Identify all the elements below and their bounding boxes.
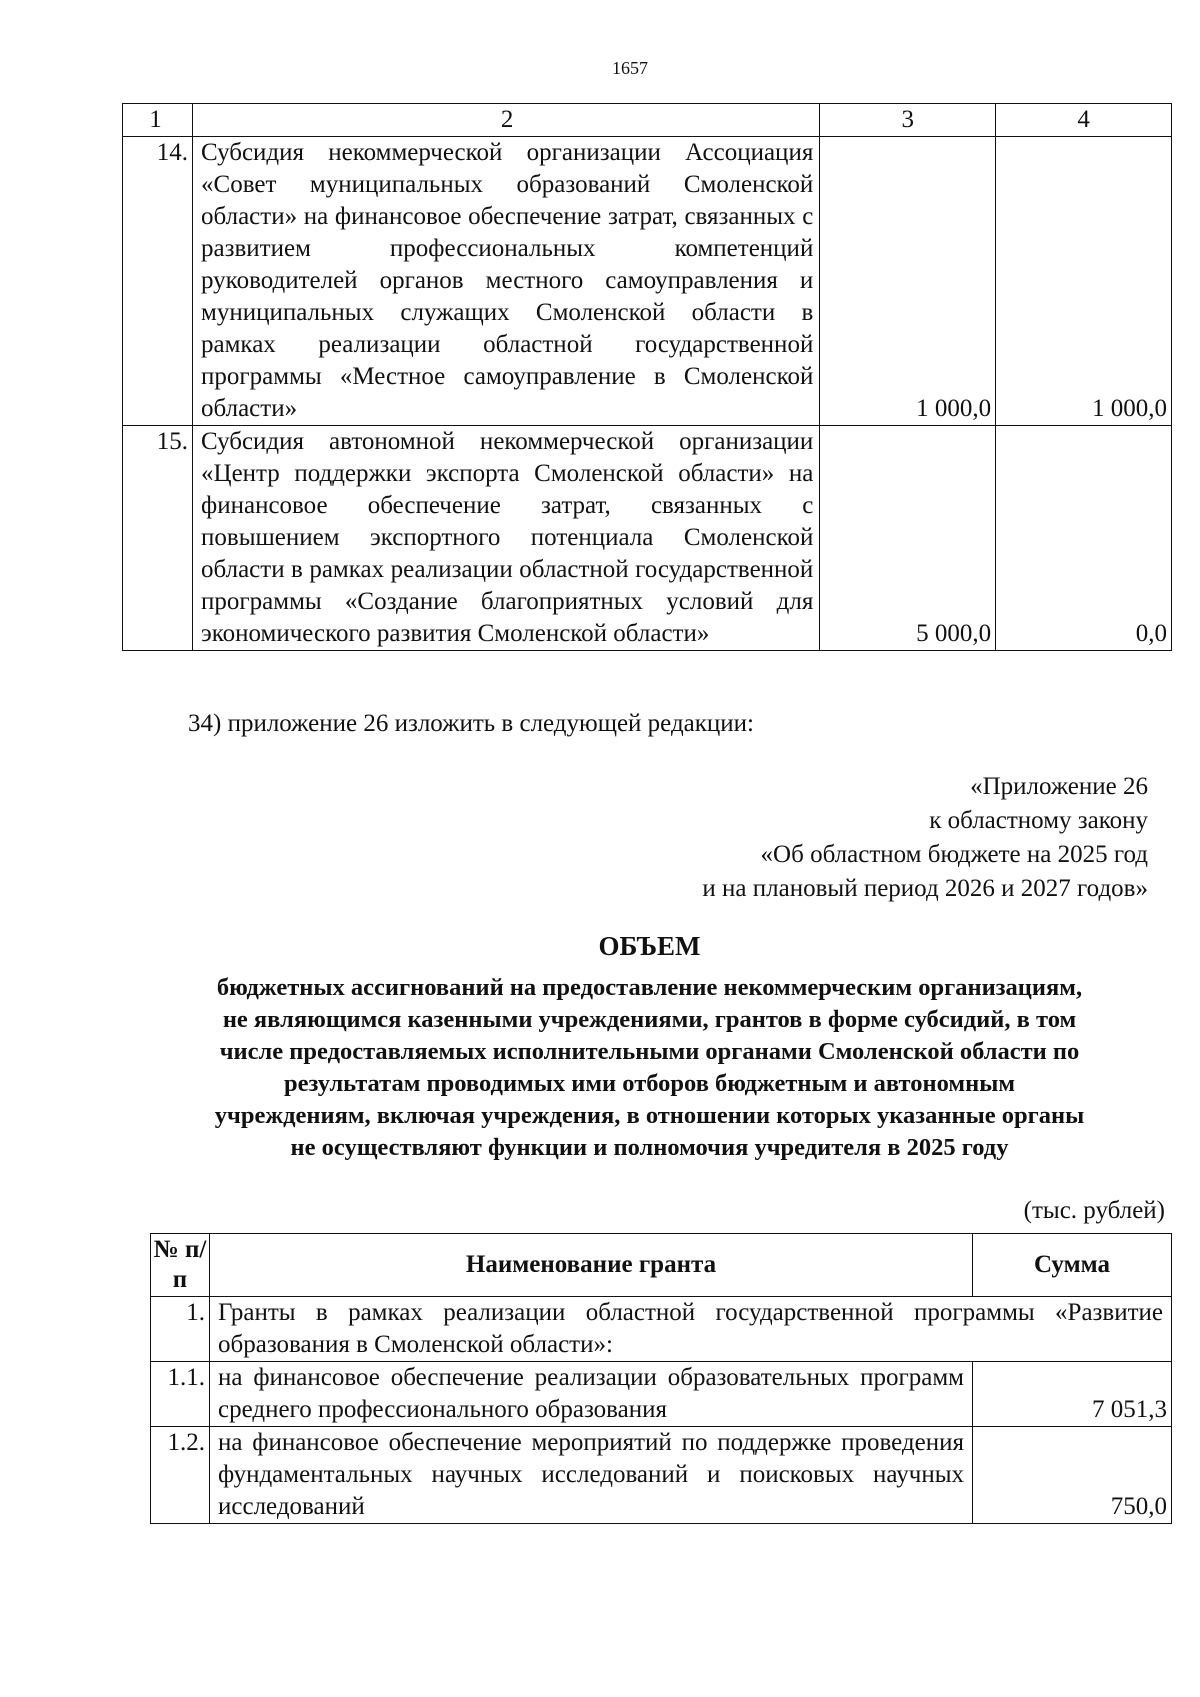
row-number: 1.2.: [151, 1427, 210, 1524]
table-row: [151, 1297, 1172, 1362]
row-value-col3: 1 000,0: [820, 137, 996, 426]
header-number: № п/п: [151, 1234, 210, 1297]
row-text: Субсидия некоммерческой организации Ассоциация «Совет муниципальных образований Смоленской области» на финансовое обеспечение затрат, связанных с развитием профессиональных компетенций руководителей органов местного самоуправления и муниципальных служащих Смоленской области в рамках реализации областной государственной программы «Местное самоуправление в Смоленской области»: [193, 137, 820, 426]
subtitle-line: бюджетных ассигнований на предоставление некоммерческим организациям,: [216, 974, 1083, 1001]
header-col-4: 4: [996, 104, 1172, 137]
subtitle-line: не осуществляют функции и полномочия учредителя в 2025 году: [290, 1134, 1009, 1161]
row-sum: 750,0: [973, 1427, 1172, 1524]
row-text: на финансовое обеспечение мероприятий по поддержке проведения фундаментальных научных исследований и поисковых научных исследований: [210, 1427, 973, 1524]
appendix-line: и на плановый период 2026 и 2027 годов»: [702, 875, 1148, 902]
table-header-row: [151, 1234, 1172, 1297]
table-header-row: [123, 104, 1172, 137]
table-row: [151, 1427, 1172, 1524]
table-row: [123, 426, 1172, 651]
table-row: [123, 137, 1172, 426]
appendix-line: «Приложение 26: [970, 773, 1148, 800]
subtitle-line: не являющимся казенными учреждениями, грантов в форме субсидий, в том: [222, 1006, 1077, 1033]
row-value-col3: 5 000,0: [820, 426, 996, 651]
row-number: 15.: [123, 426, 193, 651]
header-col-3: 3: [820, 104, 996, 137]
subtitle-line: результатам проводимых ими отборов бюджетным и автономным: [283, 1070, 1016, 1097]
row-number: 1.1.: [151, 1362, 210, 1427]
document-title: ОБЪЕМ: [598, 931, 701, 961]
table-row: [151, 1362, 1172, 1427]
amendment-text: 34) приложение 26 изложить в следующей редакции:: [188, 710, 754, 737]
header-col-1: 1: [123, 104, 193, 137]
appendix-line: к областному закону: [929, 807, 1148, 834]
row-value-col4: 0,0: [996, 426, 1172, 651]
page-number: 1657: [612, 58, 648, 78]
row-text: на финансовое обеспечение реализации образовательных программ среднего профессионального образования: [210, 1362, 973, 1427]
row-number: 1.: [151, 1297, 210, 1362]
appendix-reference: [702, 770, 1148, 906]
header-grant-name: Наименование гранта: [210, 1234, 973, 1297]
document-title-block: [122, 930, 1177, 1164]
row-text: Гранты в рамках реализации областной государственной программы «Развитие образования в Смоленской области»:: [210, 1297, 1172, 1362]
row-text: Субсидия автономной некоммерческой организации «Центр поддержки экспорта Смоленской области» на финансовое обеспечение затрат, связанных с повышением экспортного потенциала Смоленской области в рамках реализации областной государственной программы «Создание благоприятных условий для экономического развития Смоленской области»: [193, 426, 820, 651]
header-col-2: 2: [193, 104, 820, 137]
subtitle-line: числе предоставляемых исполнительными органами Смоленской области по: [219, 1038, 1080, 1065]
grants-table: [150, 1233, 1172, 1524]
appendix-line: «Об областном бюджете на 2025 год: [760, 841, 1148, 868]
row-number: 14.: [123, 137, 193, 426]
row-sum: 7 051,3: [973, 1362, 1172, 1427]
header-sum: Сумма: [973, 1234, 1172, 1297]
subtitle-line: учреждениям, включая учреждения, в отношении которых указанные органы: [214, 1102, 1085, 1129]
row-value-col4: 1 000,0: [996, 137, 1172, 426]
units-label: (тыс. рублей): [1023, 1197, 1165, 1224]
subsidy-table: [122, 103, 1172, 651]
